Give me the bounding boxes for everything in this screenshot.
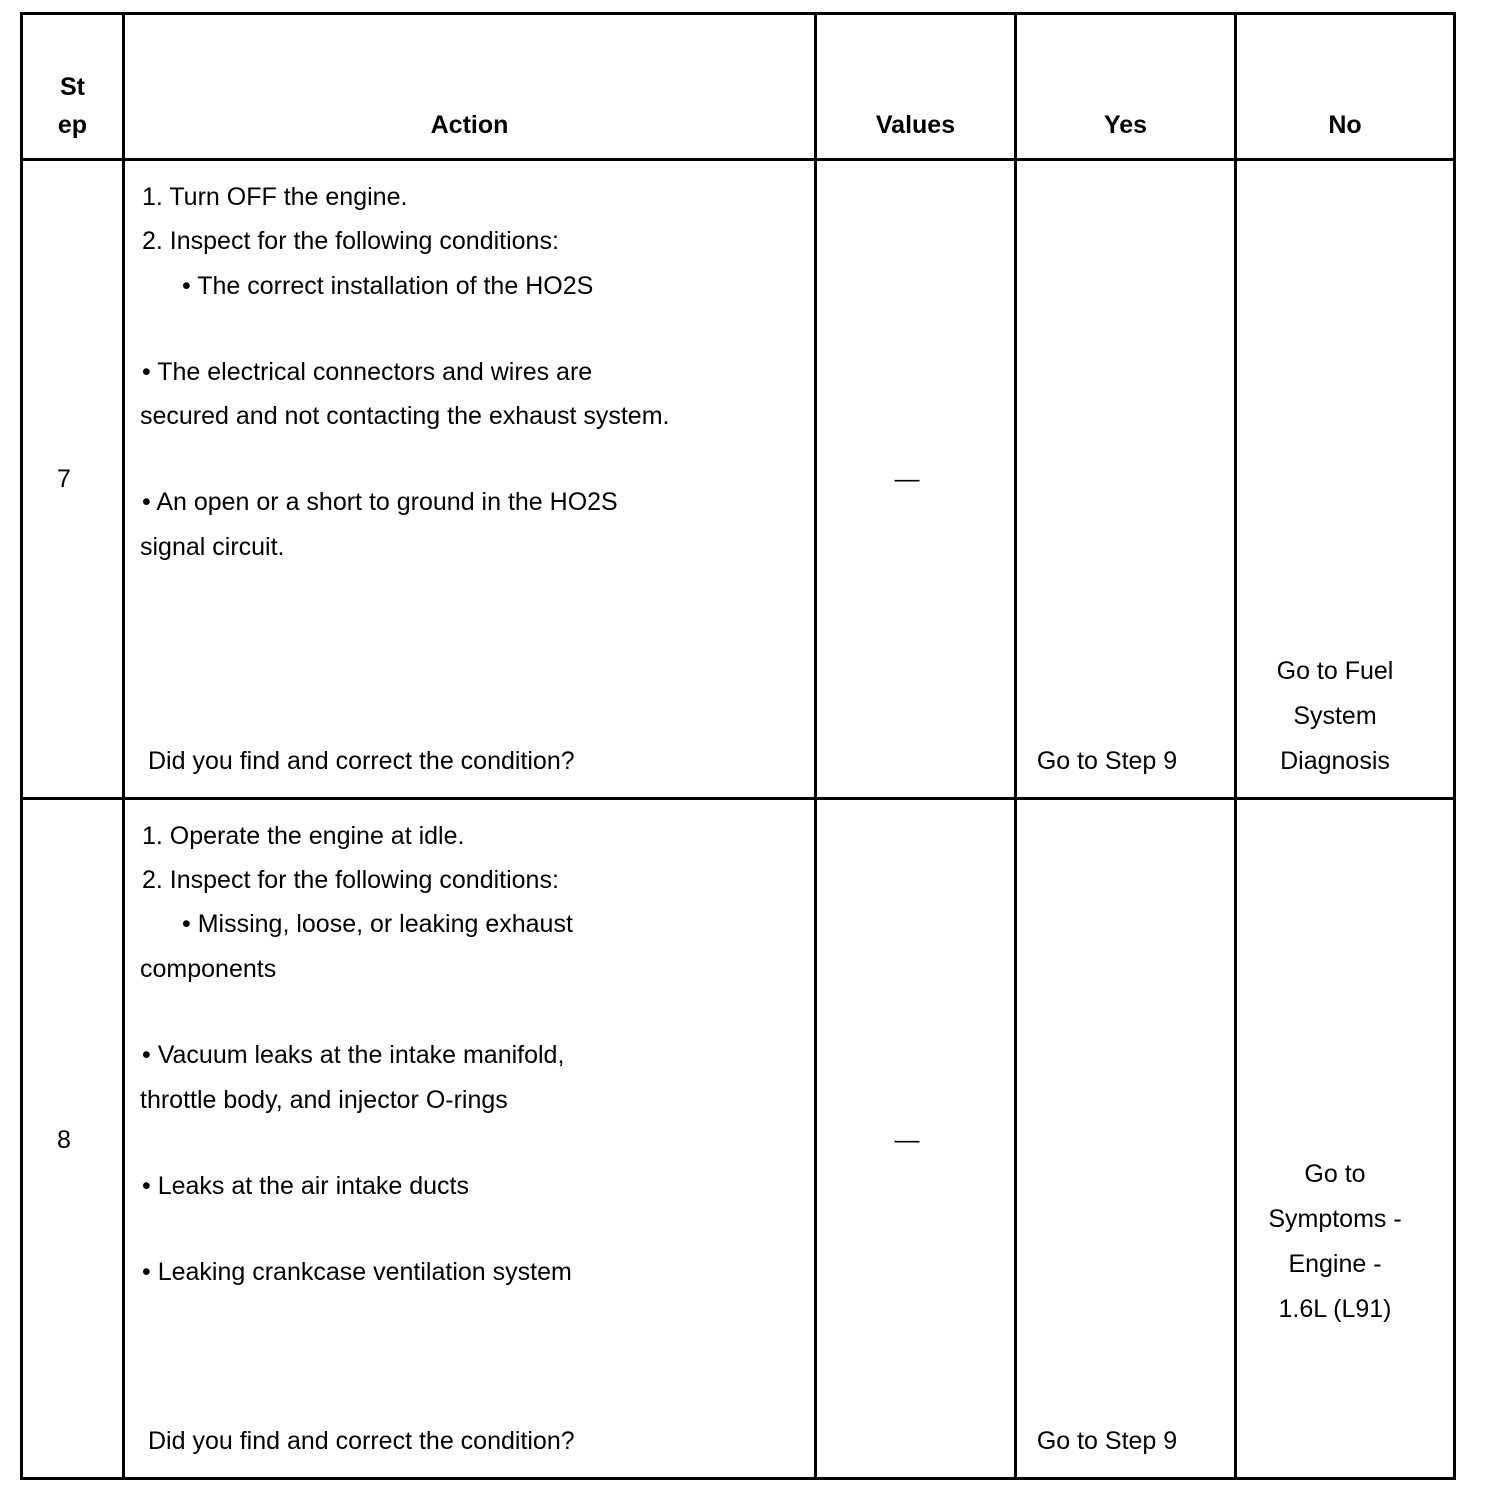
action-question: Did you find and correct the condition? (148, 1427, 575, 1455)
action-line: components (140, 955, 277, 983)
action-line: 2. Inspect for the following conditions: (142, 866, 559, 894)
table-border-top (20, 12, 1456, 15)
value-cell: — (894, 1126, 920, 1154)
action-bullet: • Leaking crankcase ventilation system (142, 1258, 572, 1286)
table-border-right (1453, 12, 1456, 1480)
header-values: Values (875, 111, 956, 139)
step-number: 8 (57, 1126, 71, 1154)
row-divider (20, 797, 1456, 800)
action-bullet: • Leaks at the air intake ducts (142, 1172, 469, 1200)
no-cell-line: Go to Fuel (1276, 657, 1394, 685)
action-line: 1. Turn OFF the engine. (142, 183, 408, 211)
header-step-line2: ep (57, 111, 88, 139)
no-cell-line: Go to (1304, 1160, 1366, 1188)
no-cell-line: 1.6L (L91) (1278, 1295, 1392, 1323)
no-cell-line: Diagnosis (1280, 747, 1390, 775)
header-action: Action (430, 111, 509, 139)
table-border-bottom (20, 1477, 1456, 1480)
action-bullet: • An open or a short to ground in the HO2S (142, 488, 618, 516)
yes-cell: Go to Step 9 (1036, 747, 1178, 775)
action-bullet: • Missing, loose, or leaking exhaust (182, 910, 573, 938)
action-line: 2. Inspect for the following conditions: (142, 227, 559, 255)
no-cell-line: System (1293, 702, 1377, 730)
action-bullet: • The correct installation of the HO2S (182, 272, 594, 300)
action-line: signal circuit. (140, 533, 285, 561)
step-number: 7 (57, 465, 71, 493)
value-cell: — (894, 465, 920, 493)
header-step-line1: St (60, 73, 85, 101)
action-line: throttle body, and injector O-rings (140, 1086, 508, 1114)
header-divider (20, 158, 1456, 161)
table-border-left (20, 12, 23, 1480)
action-question: Did you find and correct the condition? (148, 747, 575, 775)
yes-cell: Go to Step 9 (1036, 1427, 1178, 1455)
action-bullet: • Vacuum leaks at the intake manifold, (142, 1041, 565, 1069)
column-divider-action (814, 12, 817, 1480)
no-cell-line: Engine - (1288, 1250, 1382, 1278)
column-divider-step (122, 12, 125, 1480)
no-cell-line: Symptoms - (1268, 1205, 1402, 1233)
header-no: No (1328, 111, 1362, 139)
action-line: secured and not contacting the exhaust system. (140, 402, 670, 430)
action-line: 1. Operate the engine at idle. (142, 822, 465, 850)
action-bullet: • The electrical connectors and wires are (142, 358, 593, 386)
diagnostic-table (20, 12, 1456, 1480)
header-yes: Yes (1103, 111, 1148, 139)
